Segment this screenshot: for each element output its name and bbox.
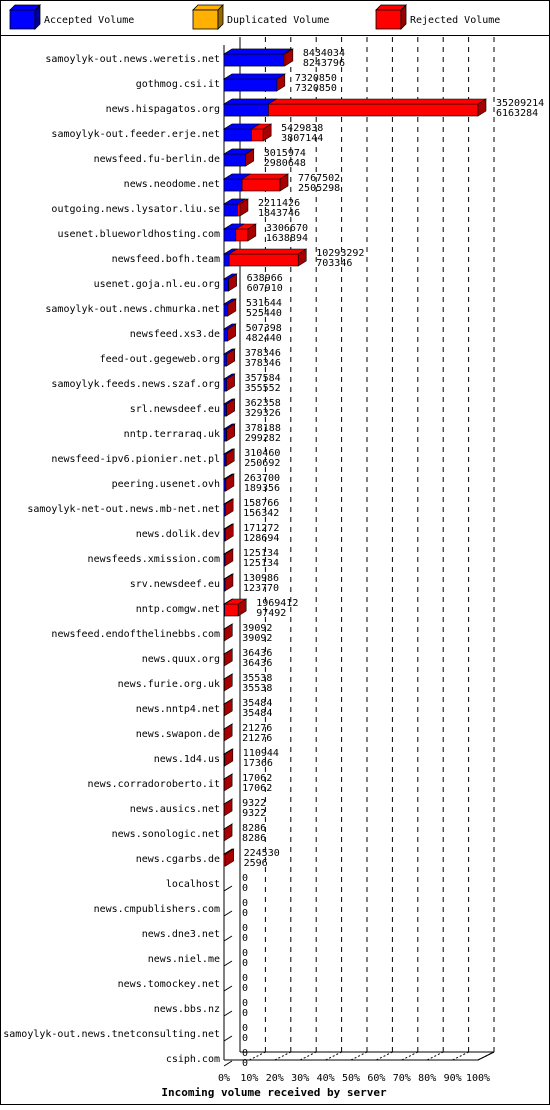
rejected-bar-front bbox=[224, 254, 298, 266]
total-value: 158766 bbox=[243, 498, 279, 509]
accepted-bar-front bbox=[224, 454, 226, 466]
x-tick-label: 0% bbox=[218, 1073, 230, 1084]
x-tick-label: 50% bbox=[342, 1073, 360, 1084]
accepted-bar-front bbox=[224, 504, 225, 516]
accepted-value: 123770 bbox=[243, 583, 279, 594]
accepted-value: 607910 bbox=[247, 283, 283, 294]
accepted-value: 0 bbox=[242, 883, 248, 894]
server-label: news.dne3.net bbox=[142, 929, 220, 940]
server-label: samoylyk.feeds.news.szaf.org bbox=[51, 379, 220, 390]
server-label: news.corradoroberto.it bbox=[88, 779, 220, 790]
accepted-bar bbox=[224, 74, 285, 91]
accepted-bar-front bbox=[224, 429, 226, 441]
total-value: 21276 bbox=[242, 723, 272, 734]
server-label: news.hispagatos.org bbox=[106, 104, 220, 115]
accepted-value: 7320850 bbox=[295, 83, 337, 94]
total-value: 0 bbox=[242, 998, 248, 1009]
accepted-value: 482440 bbox=[246, 333, 282, 344]
server-label: newsfeed.bofh.team bbox=[112, 254, 220, 265]
accepted-bar-top bbox=[224, 74, 285, 79]
accepted-value: 0 bbox=[242, 933, 248, 944]
accepted-value: 35538 bbox=[242, 683, 272, 694]
total-value: 2211426 bbox=[258, 198, 300, 209]
server-label: newsfeed-ipv6.pionier.net.pl bbox=[51, 454, 220, 465]
accepted-bar-front bbox=[224, 604, 225, 616]
server-label: news.bbs.nz bbox=[154, 1004, 220, 1015]
accepted-value: 2505298 bbox=[298, 183, 340, 194]
accepted-bar-front bbox=[224, 479, 225, 491]
server-label: usenet.goja.nl.eu.org bbox=[94, 279, 220, 290]
accepted-value: 125134 bbox=[243, 558, 279, 569]
server-label: news.sonologic.net bbox=[112, 829, 220, 840]
accepted-bar-front bbox=[224, 554, 225, 566]
legend-label: Duplicated Volume bbox=[227, 15, 329, 26]
accepted-value: 39092 bbox=[242, 633, 272, 644]
total-value: 0 bbox=[242, 1023, 248, 1034]
total-value: 378188 bbox=[245, 423, 281, 434]
accepted-value: 525440 bbox=[246, 308, 282, 319]
total-value: 3015974 bbox=[264, 148, 306, 159]
total-value: 507398 bbox=[246, 323, 282, 334]
x-tick-label: 30% bbox=[291, 1073, 309, 1084]
accepted-bar-front bbox=[224, 104, 268, 116]
accepted-value: 21276 bbox=[242, 733, 272, 744]
server-label: samoylyk-out.news.weretis.net bbox=[45, 54, 220, 65]
server-label: news.1d4.us bbox=[154, 754, 220, 765]
server-label: samoylyk-out.feeder.erje.net bbox=[51, 129, 220, 140]
accepted-value: 9322 bbox=[242, 808, 266, 819]
accepted-value: 378346 bbox=[245, 358, 281, 369]
x-tick-label: 10% bbox=[240, 1073, 258, 1084]
server-label: feed-out.gegeweb.org bbox=[100, 354, 220, 365]
accepted-bar-front bbox=[224, 529, 225, 541]
total-value: 8286 bbox=[242, 823, 266, 834]
server-label: news.swapon.de bbox=[136, 729, 220, 740]
accepted-value: 3807144 bbox=[281, 133, 323, 144]
accepted-bar-front bbox=[224, 404, 226, 416]
total-value: 7320850 bbox=[295, 73, 337, 84]
total-value: 8434034 bbox=[303, 48, 345, 59]
accepted-bar-front bbox=[224, 179, 242, 191]
total-value: 17062 bbox=[242, 773, 272, 784]
accepted-value: 250692 bbox=[244, 458, 280, 469]
x-tick-label: 100% bbox=[466, 1073, 490, 1084]
x-tick-label: 20% bbox=[266, 1073, 284, 1084]
legend-box bbox=[376, 10, 401, 29]
accepted-bar-front bbox=[224, 579, 225, 591]
accepted-value: 6163284 bbox=[496, 108, 538, 119]
server-label: outgoing.news.lysator.liu.se bbox=[51, 204, 220, 215]
server-label: csiph.com bbox=[166, 1054, 220, 1065]
legend-label: Rejected Volume bbox=[410, 15, 500, 26]
total-value: 531644 bbox=[246, 298, 282, 309]
accepted-value: 0 bbox=[242, 1008, 248, 1019]
total-value: 362358 bbox=[245, 398, 281, 409]
server-label: news.cgarbs.de bbox=[136, 854, 220, 865]
accepted-value: 17062 bbox=[242, 783, 272, 794]
x-tick-label: 80% bbox=[418, 1073, 436, 1084]
x-tick-label: 70% bbox=[393, 1073, 411, 1084]
accepted-value: 0 bbox=[242, 1033, 248, 1044]
total-value: 1969412 bbox=[256, 598, 298, 609]
server-label: srl.newsdeef.eu bbox=[130, 404, 220, 415]
server-label: samoylyk-out.news.tnetconsulting.net bbox=[3, 1029, 220, 1040]
server-label: newsfeeds.xmission.com bbox=[88, 554, 220, 565]
server-label: news.dolik.dev bbox=[136, 529, 220, 540]
accepted-value: 329326 bbox=[245, 408, 281, 419]
accepted-bar-front bbox=[224, 254, 229, 266]
server-label: news.tomockey.net bbox=[118, 979, 220, 990]
total-value: 35484 bbox=[242, 698, 272, 709]
x-tick-label: 40% bbox=[317, 1073, 335, 1084]
total-value: 224530 bbox=[244, 848, 280, 859]
server-label: localhost bbox=[166, 879, 220, 890]
accepted-bar-front bbox=[224, 379, 227, 391]
accepted-value: 8286 bbox=[242, 833, 266, 844]
accepted-bar bbox=[224, 99, 276, 116]
accepted-value: 299282 bbox=[245, 433, 281, 444]
total-value: 0 bbox=[242, 873, 248, 884]
total-value: 5429838 bbox=[281, 123, 323, 134]
server-label: samoylyk-net-out.news.mb-net.net bbox=[27, 504, 220, 515]
total-value: 357584 bbox=[245, 373, 281, 384]
server-label: news.neodome.net bbox=[124, 179, 220, 190]
total-value: 0 bbox=[242, 898, 248, 909]
total-value: 35538 bbox=[242, 673, 272, 684]
server-label: gothmog.csi.it bbox=[136, 79, 220, 90]
accepted-bar-front bbox=[224, 204, 237, 216]
total-value: 10293292 bbox=[316, 248, 364, 259]
server-label: news.quux.org bbox=[142, 654, 220, 665]
total-value: 36436 bbox=[242, 648, 272, 659]
total-value: 9322 bbox=[242, 798, 266, 809]
accepted-value: 8243796 bbox=[303, 58, 345, 69]
total-value: 638966 bbox=[247, 273, 283, 284]
accepted-value: 189356 bbox=[244, 483, 280, 494]
chart-title: Incoming volume received by server bbox=[161, 1086, 387, 1099]
server-label: news.ausics.net bbox=[130, 804, 220, 815]
accepted-bar-front bbox=[224, 279, 228, 291]
total-value: 0 bbox=[242, 923, 248, 934]
accepted-bar-front bbox=[224, 54, 283, 66]
server-label: news.nntp4.net bbox=[136, 704, 220, 715]
accepted-bar-top bbox=[224, 99, 276, 104]
accepted-value: 0 bbox=[242, 983, 248, 994]
server-label: news.furie.org.uk bbox=[118, 679, 220, 690]
total-value: 130986 bbox=[243, 573, 279, 584]
total-value: 378346 bbox=[245, 348, 281, 359]
accepted-value: 36436 bbox=[242, 658, 272, 669]
accepted-bar-front bbox=[224, 329, 227, 341]
accepted-value: 35484 bbox=[242, 708, 272, 719]
accepted-value: 0 bbox=[242, 1058, 248, 1069]
accepted-bar-front bbox=[224, 154, 246, 166]
server-label: peering.usenet.ovh bbox=[112, 479, 220, 490]
accepted-value: 2980648 bbox=[264, 158, 306, 169]
rejected-bar bbox=[224, 249, 306, 266]
server-label: news.niel.me bbox=[148, 954, 220, 965]
x-tick-label: 90% bbox=[444, 1073, 462, 1084]
server-label: usenet.blueworldhosting.com bbox=[57, 229, 220, 240]
x-tick-label: 60% bbox=[367, 1073, 385, 1084]
accepted-value: 156342 bbox=[243, 508, 279, 519]
server-label: samoylyk-out.news.chmurka.net bbox=[45, 304, 220, 315]
server-label: nntp.comgw.net bbox=[136, 604, 220, 615]
accepted-value: 0 bbox=[242, 958, 248, 969]
total-value: 3306670 bbox=[266, 223, 308, 234]
rejected-bar-front bbox=[224, 604, 238, 616]
server-label: newsfeed.fu-berlin.de bbox=[94, 154, 220, 165]
total-value: 310460 bbox=[244, 448, 280, 459]
legend-label: Accepted Volume bbox=[44, 15, 134, 26]
accepted-bar-front bbox=[224, 229, 236, 241]
accepted-value: 703346 bbox=[316, 258, 352, 269]
total-value: 39092 bbox=[242, 623, 272, 634]
accepted-bar-front bbox=[224, 79, 277, 91]
server-label: nntp.terraraq.uk bbox=[124, 429, 220, 440]
total-value: 35209214 bbox=[496, 98, 544, 109]
accepted-value: 1843746 bbox=[258, 208, 300, 219]
server-label: srv.newsdeef.eu bbox=[130, 579, 220, 590]
accepted-bar-top bbox=[224, 49, 291, 54]
accepted-value: 1638894 bbox=[266, 233, 308, 244]
accepted-value: 0 bbox=[242, 908, 248, 919]
total-value: 0 bbox=[242, 973, 248, 984]
accepted-value: 128694 bbox=[243, 533, 279, 544]
total-value: 7767502 bbox=[298, 173, 340, 184]
accepted-value: 97492 bbox=[256, 608, 286, 619]
accepted-bar-front bbox=[224, 129, 251, 141]
legend-box bbox=[10, 10, 35, 29]
accepted-bar-front bbox=[224, 304, 228, 316]
server-label: newsfeed.xs3.de bbox=[130, 329, 220, 340]
accepted-bar bbox=[224, 49, 291, 66]
total-value: 110944 bbox=[243, 748, 279, 759]
accepted-value: 355552 bbox=[245, 383, 281, 394]
server-label: newsfeed.endofthelinebbs.com bbox=[51, 629, 220, 640]
total-value: 263700 bbox=[244, 473, 280, 484]
total-value: 171272 bbox=[243, 523, 279, 534]
total-value: 0 bbox=[242, 1048, 248, 1059]
accepted-value: 17366 bbox=[243, 758, 273, 769]
accepted-value: 2596 bbox=[244, 858, 268, 869]
total-value: 0 bbox=[242, 948, 248, 959]
accepted-bar-front bbox=[224, 354, 227, 366]
server-label: news.cmpublishers.com bbox=[94, 904, 220, 915]
total-value: 125134 bbox=[243, 548, 279, 559]
legend-box bbox=[193, 10, 218, 29]
